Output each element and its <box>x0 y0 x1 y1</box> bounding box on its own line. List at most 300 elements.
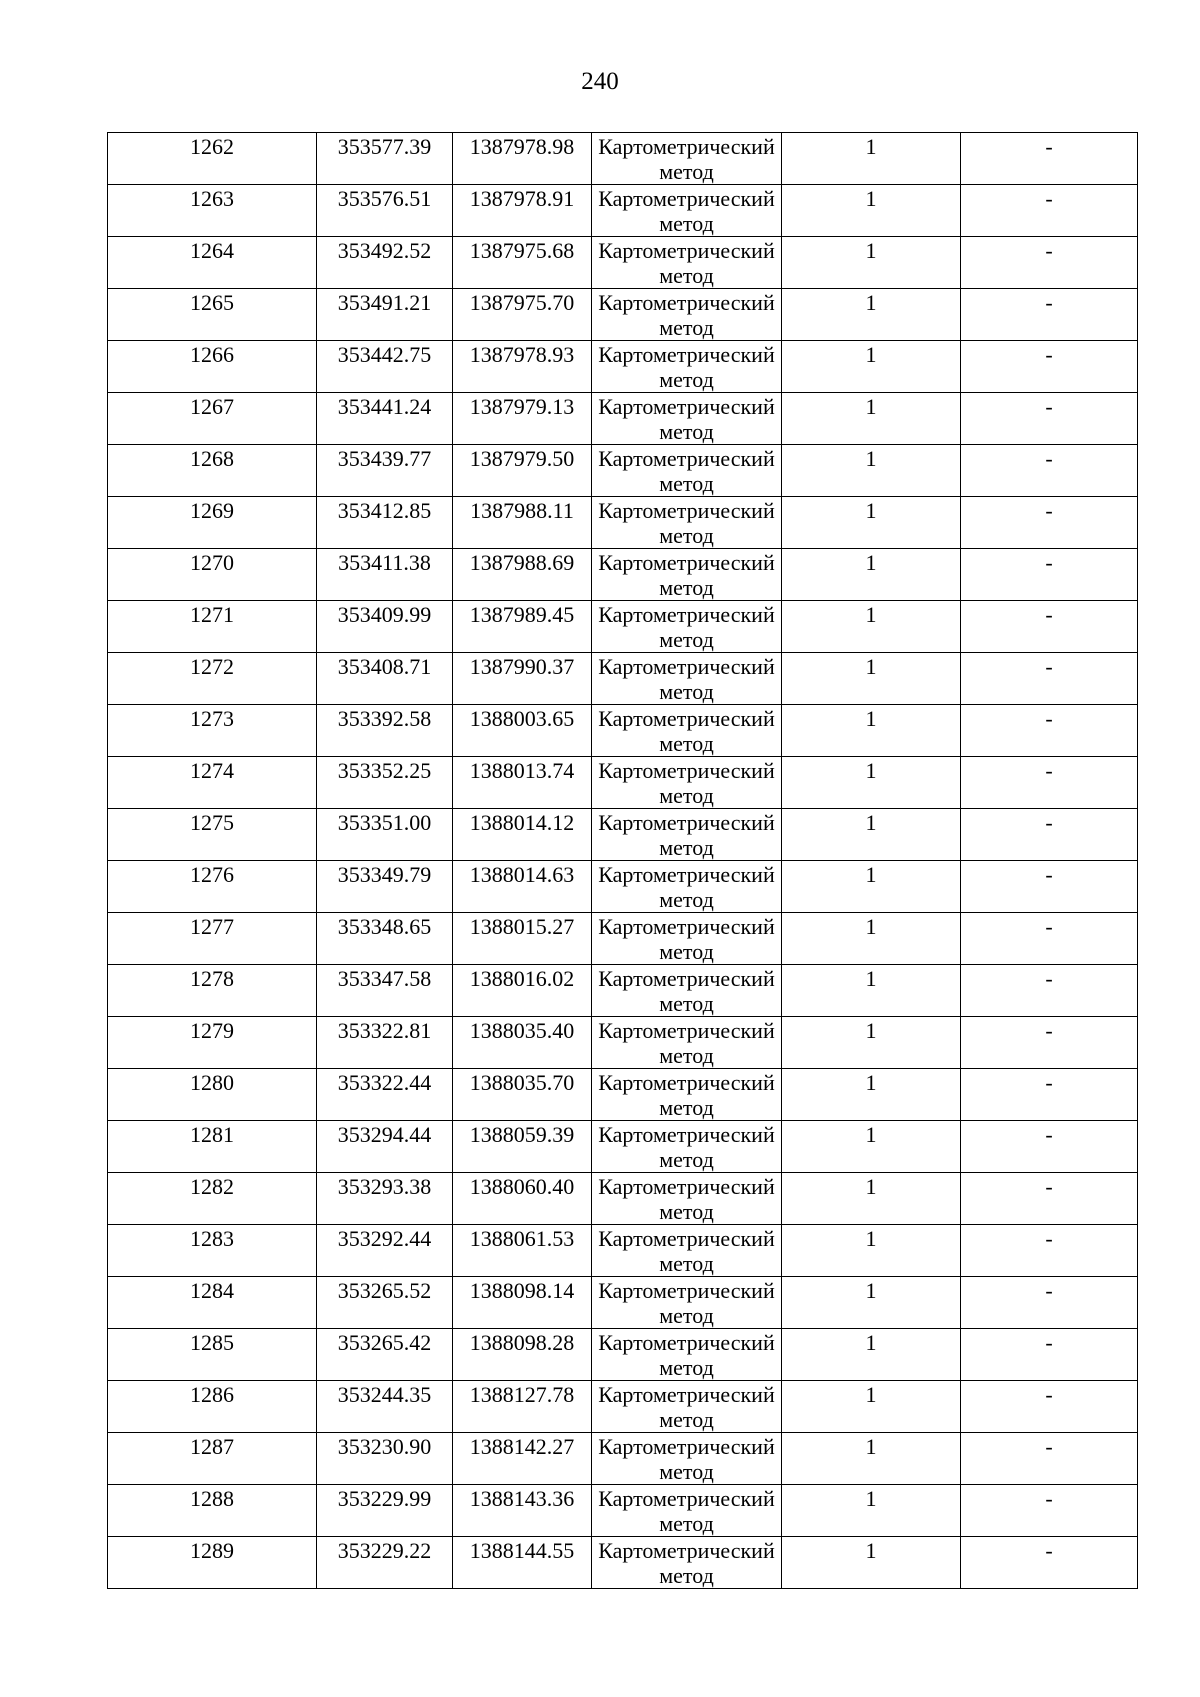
accuracy-cell-text: 1 <box>865 758 877 783</box>
y-coordinate-cell-text: 1388142.27 <box>469 1434 575 1459</box>
x-coordinate-cell <box>317 133 453 185</box>
table-row <box>108 1381 1138 1433</box>
x-coordinate-cell <box>317 653 453 705</box>
accuracy-cell <box>782 549 961 601</box>
x-coordinate-cell <box>317 809 453 861</box>
accuracy-cell-text: 1 <box>865 1122 877 1147</box>
accuracy-cell-text: 1 <box>865 654 877 679</box>
x-coordinate-cell <box>317 289 453 341</box>
point-number-cell-text: 1270 <box>190 550 234 575</box>
table-row <box>108 133 1138 185</box>
y-coordinate-cell <box>453 1485 592 1537</box>
y-coordinate-cell <box>453 653 592 705</box>
x-coordinate-cell <box>317 341 453 393</box>
y-coordinate-cell-text: 1388014.12 <box>469 810 575 835</box>
x-coordinate-cell-text: 353229.99 <box>337 1486 432 1511</box>
note-cell <box>961 705 1138 757</box>
point-number-cell <box>108 237 317 289</box>
note-cell-text: - <box>1045 1018 1053 1043</box>
x-coordinate-cell <box>317 1485 453 1537</box>
x-coordinate-cell-text: 353408.71 <box>337 654 432 679</box>
method-cell <box>592 289 782 341</box>
y-coordinate-cell-text: 1387978.98 <box>469 134 575 159</box>
table-row <box>108 1017 1138 1069</box>
table-row <box>108 1069 1138 1121</box>
method-cell-text: Картометрический метод <box>598 550 775 600</box>
table-row <box>108 445 1138 497</box>
accuracy-cell <box>782 1329 961 1381</box>
y-coordinate-cell <box>453 237 592 289</box>
method-cell-text: Картометрический метод <box>598 862 775 912</box>
accuracy-cell-text: 1 <box>865 446 877 471</box>
method-cell-text: Картометрический метод <box>598 134 775 184</box>
method-cell <box>592 1173 782 1225</box>
y-coordinate-cell <box>453 1433 592 1485</box>
x-coordinate-cell-text: 353265.52 <box>337 1278 432 1303</box>
y-coordinate-cell-text: 1388003.65 <box>469 706 575 731</box>
point-number-cell <box>108 1381 317 1433</box>
y-coordinate-cell <box>453 1017 592 1069</box>
y-coordinate-cell <box>453 913 592 965</box>
point-number-cell-text: 1284 <box>190 1278 234 1303</box>
method-cell-text: Картометрический метод <box>598 810 775 860</box>
y-coordinate-cell-text: 1388059.39 <box>469 1122 575 1147</box>
y-coordinate-cell-text: 1388060.40 <box>469 1174 575 1199</box>
method-cell <box>592 497 782 549</box>
table-row <box>108 237 1138 289</box>
note-cell-text: - <box>1045 238 1053 263</box>
y-coordinate-cell-text: 1388098.14 <box>469 1278 575 1303</box>
accuracy-cell <box>782 757 961 809</box>
note-cell-text: - <box>1045 1486 1053 1511</box>
x-coordinate-cell <box>317 705 453 757</box>
x-coordinate-cell-text: 353491.21 <box>337 290 432 315</box>
accuracy-cell <box>782 185 961 237</box>
accuracy-cell <box>782 1277 961 1329</box>
y-coordinate-cell <box>453 1121 592 1173</box>
method-cell-text: Картометрический метод <box>598 342 775 392</box>
point-number-cell <box>108 497 317 549</box>
x-coordinate-cell-text: 353577.39 <box>337 134 432 159</box>
x-coordinate-cell <box>317 445 453 497</box>
accuracy-cell <box>782 237 961 289</box>
point-number-cell <box>108 1537 317 1589</box>
accuracy-cell <box>782 393 961 445</box>
note-cell-text: - <box>1045 1226 1053 1251</box>
note-cell-text: - <box>1045 966 1053 991</box>
accuracy-cell <box>782 1069 961 1121</box>
accuracy-cell <box>782 133 961 185</box>
note-cell <box>961 1121 1138 1173</box>
point-number-cell-text: 1267 <box>190 394 234 419</box>
point-number-cell <box>108 1433 317 1485</box>
accuracy-cell-text: 1 <box>865 1278 877 1303</box>
y-coordinate-cell-text: 1388014.63 <box>469 862 575 887</box>
point-number-cell-text: 1281 <box>190 1122 234 1147</box>
x-coordinate-cell <box>317 1225 453 1277</box>
y-coordinate-cell-text: 1388013.74 <box>469 758 575 783</box>
method-cell <box>592 237 782 289</box>
accuracy-cell-text: 1 <box>865 1486 877 1511</box>
table-row <box>108 185 1138 237</box>
accuracy-cell-text: 1 <box>865 1226 877 1251</box>
method-cell <box>592 1381 782 1433</box>
point-number-cell-text: 1268 <box>190 446 234 471</box>
point-number-cell-text: 1286 <box>190 1382 234 1407</box>
accuracy-cell-text: 1 <box>865 1434 877 1459</box>
table-row <box>108 1277 1138 1329</box>
coordinates-table <box>107 132 1138 1589</box>
method-cell <box>592 913 782 965</box>
method-cell-text: Картометрический метод <box>598 1330 775 1380</box>
point-number-cell <box>108 757 317 809</box>
point-number-cell-text: 1283 <box>190 1226 234 1251</box>
y-coordinate-cell <box>453 601 592 653</box>
method-cell-text: Картометрический метод <box>598 1538 775 1588</box>
note-cell-text: - <box>1045 1278 1053 1303</box>
table-row <box>108 913 1138 965</box>
note-cell-text: - <box>1045 498 1053 523</box>
x-coordinate-cell <box>317 237 453 289</box>
y-coordinate-cell-text: 1387975.70 <box>469 290 575 315</box>
y-coordinate-cell-text: 1388144.55 <box>469 1538 575 1563</box>
x-coordinate-cell <box>317 965 453 1017</box>
table-body <box>108 133 1138 1589</box>
table-row <box>108 1173 1138 1225</box>
y-coordinate-cell <box>453 1173 592 1225</box>
x-coordinate-cell <box>317 1381 453 1433</box>
note-cell <box>961 1329 1138 1381</box>
note-cell-text: - <box>1045 446 1053 471</box>
table-row <box>108 549 1138 601</box>
point-number-cell-text: 1288 <box>190 1486 234 1511</box>
x-coordinate-cell-text: 353352.25 <box>337 758 432 783</box>
method-cell-text: Картометрический метод <box>598 238 775 288</box>
point-number-cell-text: 1262 <box>190 134 234 159</box>
note-cell-text: - <box>1045 1538 1053 1563</box>
note-cell <box>961 809 1138 861</box>
x-coordinate-cell-text: 353442.75 <box>337 342 432 367</box>
note-cell <box>961 1433 1138 1485</box>
note-cell <box>961 913 1138 965</box>
point-number-cell-text: 1282 <box>190 1174 234 1199</box>
accuracy-cell-text: 1 <box>865 1174 877 1199</box>
x-coordinate-cell-text: 353229.22 <box>337 1538 432 1563</box>
table-row <box>108 1537 1138 1589</box>
method-cell-text: Картометрический метод <box>598 394 775 444</box>
table-row <box>108 341 1138 393</box>
accuracy-cell-text: 1 <box>865 342 877 367</box>
point-number-cell <box>108 393 317 445</box>
method-cell <box>592 1433 782 1485</box>
point-number-cell-text: 1278 <box>190 966 234 991</box>
x-coordinate-cell-text: 353244.35 <box>337 1382 432 1407</box>
point-number-cell <box>108 1277 317 1329</box>
note-cell <box>961 289 1138 341</box>
method-cell <box>592 809 782 861</box>
y-coordinate-cell <box>453 757 592 809</box>
note-cell-text: - <box>1045 758 1053 783</box>
note-cell <box>961 1069 1138 1121</box>
method-cell <box>592 1225 782 1277</box>
point-number-cell <box>108 965 317 1017</box>
accuracy-cell <box>782 913 961 965</box>
x-coordinate-cell-text: 353409.99 <box>337 602 432 627</box>
x-coordinate-cell-text: 353411.38 <box>338 550 431 575</box>
x-coordinate-cell-text: 353412.85 <box>337 498 432 523</box>
point-number-cell <box>108 861 317 913</box>
x-coordinate-cell-text: 353322.81 <box>337 1018 432 1043</box>
accuracy-cell-text: 1 <box>865 1538 877 1563</box>
point-number-cell <box>108 549 317 601</box>
accuracy-cell-text: 1 <box>865 238 877 263</box>
note-cell <box>961 1017 1138 1069</box>
point-number-cell <box>108 185 317 237</box>
accuracy-cell <box>782 861 961 913</box>
accuracy-cell <box>782 653 961 705</box>
method-cell-text: Картометрический метод <box>598 1278 775 1328</box>
y-coordinate-cell <box>453 809 592 861</box>
accuracy-cell-text: 1 <box>865 914 877 939</box>
method-cell <box>592 549 782 601</box>
method-cell <box>592 757 782 809</box>
method-cell <box>592 1121 782 1173</box>
y-coordinate-cell <box>453 445 592 497</box>
y-coordinate-cell-text: 1388143.36 <box>469 1486 575 1511</box>
x-coordinate-cell-text: 353293.38 <box>337 1174 432 1199</box>
x-coordinate-cell <box>317 1433 453 1485</box>
y-coordinate-cell <box>453 1277 592 1329</box>
note-cell <box>961 549 1138 601</box>
point-number-cell-text: 1277 <box>190 914 234 939</box>
method-cell <box>592 1017 782 1069</box>
y-coordinate-cell-text: 1387988.11 <box>470 498 574 523</box>
point-number-cell <box>108 1173 317 1225</box>
y-coordinate-cell-text: 1387989.45 <box>469 602 575 627</box>
method-cell-text: Картометрический метод <box>598 602 775 652</box>
note-cell <box>961 1173 1138 1225</box>
x-coordinate-cell <box>317 861 453 913</box>
x-coordinate-cell <box>317 549 453 601</box>
y-coordinate-cell-text: 1387978.91 <box>469 186 575 211</box>
y-coordinate-cell <box>453 133 592 185</box>
note-cell <box>961 133 1138 185</box>
y-coordinate-cell-text: 1388035.70 <box>469 1070 575 1095</box>
accuracy-cell-text: 1 <box>865 186 877 211</box>
method-cell-text: Картометрический метод <box>598 186 775 236</box>
note-cell-text: - <box>1045 810 1053 835</box>
note-cell <box>961 965 1138 1017</box>
x-coordinate-cell <box>317 393 453 445</box>
method-cell-text: Картометрический метод <box>598 498 775 548</box>
point-number-cell-text: 1279 <box>190 1018 234 1043</box>
table-row <box>108 705 1138 757</box>
x-coordinate-cell <box>317 1537 453 1589</box>
point-number-cell-text: 1275 <box>190 810 234 835</box>
x-coordinate-cell-text: 353347.58 <box>337 966 432 991</box>
y-coordinate-cell <box>453 549 592 601</box>
y-coordinate-cell <box>453 289 592 341</box>
point-number-cell <box>108 1121 317 1173</box>
table-row <box>108 653 1138 705</box>
note-cell-text: - <box>1045 862 1053 887</box>
point-number-cell-text: 1264 <box>190 238 234 263</box>
accuracy-cell-text: 1 <box>865 1070 877 1095</box>
method-cell-text: Картометрический метод <box>598 1122 775 1172</box>
note-cell-text: - <box>1045 290 1053 315</box>
note-cell <box>961 1485 1138 1537</box>
point-number-cell <box>108 1485 317 1537</box>
method-cell-text: Картометрический метод <box>598 654 775 704</box>
y-coordinate-cell <box>453 1381 592 1433</box>
note-cell-text: - <box>1045 1330 1053 1355</box>
y-coordinate-cell-text: 1388015.27 <box>469 914 575 939</box>
note-cell <box>961 393 1138 445</box>
accuracy-cell <box>782 1017 961 1069</box>
point-number-cell <box>108 809 317 861</box>
point-number-cell <box>108 705 317 757</box>
method-cell-text: Картометрический метод <box>598 1486 775 1536</box>
y-coordinate-cell <box>453 1329 592 1381</box>
point-number-cell <box>108 1329 317 1381</box>
point-number-cell-text: 1289 <box>190 1538 234 1563</box>
y-coordinate-cell <box>453 861 592 913</box>
point-number-cell-text: 1280 <box>190 1070 234 1095</box>
method-cell-text: Картометрический метод <box>598 758 775 808</box>
x-coordinate-cell-text: 353348.65 <box>337 914 432 939</box>
point-number-cell-text: 1285 <box>190 1330 234 1355</box>
point-number-cell <box>108 913 317 965</box>
point-number-cell-text: 1266 <box>190 342 234 367</box>
accuracy-cell <box>782 1173 961 1225</box>
x-coordinate-cell-text: 353349.79 <box>337 862 432 887</box>
method-cell-text: Картометрический метод <box>598 966 775 1016</box>
note-cell <box>961 237 1138 289</box>
note-cell <box>961 601 1138 653</box>
y-coordinate-cell-text: 1388127.78 <box>469 1382 575 1407</box>
method-cell-text: Картометрический метод <box>598 1382 775 1432</box>
method-cell <box>592 341 782 393</box>
note-cell-text: - <box>1045 186 1053 211</box>
accuracy-cell-text: 1 <box>865 706 877 731</box>
accuracy-cell-text: 1 <box>865 498 877 523</box>
method-cell-text: Картометрический метод <box>598 706 775 756</box>
y-coordinate-cell-text: 1387975.68 <box>469 238 575 263</box>
point-number-cell <box>108 601 317 653</box>
method-cell-text: Картометрический метод <box>598 1434 775 1484</box>
note-cell-text: - <box>1045 602 1053 627</box>
note-cell <box>961 445 1138 497</box>
method-cell <box>592 705 782 757</box>
x-coordinate-cell <box>317 497 453 549</box>
y-coordinate-cell <box>453 1225 592 1277</box>
note-cell-text: - <box>1045 914 1053 939</box>
method-cell-text: Картометрический метод <box>598 290 775 340</box>
y-coordinate-cell-text: 1388035.40 <box>469 1018 575 1043</box>
method-cell <box>592 445 782 497</box>
note-cell <box>961 497 1138 549</box>
note-cell-text: - <box>1045 1174 1053 1199</box>
method-cell-text: Картометрический метод <box>598 446 775 496</box>
point-number-cell <box>108 1017 317 1069</box>
method-cell-text: Картометрический метод <box>598 914 775 964</box>
table-row <box>108 809 1138 861</box>
x-coordinate-cell <box>317 913 453 965</box>
accuracy-cell-text: 1 <box>865 602 877 627</box>
y-coordinate-cell <box>453 341 592 393</box>
table-row <box>108 601 1138 653</box>
note-cell <box>961 861 1138 913</box>
accuracy-cell <box>782 1121 961 1173</box>
y-coordinate-cell <box>453 705 592 757</box>
point-number-cell-text: 1276 <box>190 862 234 887</box>
accuracy-cell <box>782 1381 961 1433</box>
y-coordinate-cell-text: 1387979.50 <box>469 446 575 471</box>
accuracy-cell <box>782 705 961 757</box>
accuracy-cell <box>782 809 961 861</box>
accuracy-cell-text: 1 <box>865 394 877 419</box>
y-coordinate-cell-text: 1388016.02 <box>469 966 575 991</box>
x-coordinate-cell <box>317 1173 453 1225</box>
y-coordinate-cell <box>453 497 592 549</box>
method-cell <box>592 653 782 705</box>
method-cell <box>592 393 782 445</box>
method-cell <box>592 1277 782 1329</box>
method-cell <box>592 1485 782 1537</box>
y-coordinate-cell <box>453 185 592 237</box>
x-coordinate-cell <box>317 601 453 653</box>
note-cell-text: - <box>1045 654 1053 679</box>
x-coordinate-cell-text: 353265.42 <box>337 1330 432 1355</box>
table-row <box>108 497 1138 549</box>
accuracy-cell-text: 1 <box>865 1330 877 1355</box>
y-coordinate-cell-text: 1387988.69 <box>469 550 575 575</box>
x-coordinate-cell <box>317 1329 453 1381</box>
note-cell-text: - <box>1045 394 1053 419</box>
accuracy-cell-text: 1 <box>865 1382 877 1407</box>
y-coordinate-cell-text: 1387978.93 <box>469 342 575 367</box>
accuracy-cell-text: 1 <box>865 134 877 159</box>
y-coordinate-cell-text: 1388098.28 <box>469 1330 575 1355</box>
method-cell <box>592 1537 782 1589</box>
point-number-cell-text: 1265 <box>190 290 234 315</box>
method-cell <box>592 1329 782 1381</box>
point-number-cell-text: 1269 <box>190 498 234 523</box>
y-coordinate-cell <box>453 965 592 1017</box>
x-coordinate-cell-text: 353492.52 <box>337 238 432 263</box>
x-coordinate-cell-text: 353441.24 <box>337 394 432 419</box>
note-cell-text: - <box>1045 1122 1053 1147</box>
page-number: 240 <box>581 68 619 95</box>
accuracy-cell <box>782 1433 961 1485</box>
accuracy-cell-text: 1 <box>865 862 877 887</box>
point-number-cell-text: 1273 <box>190 706 234 731</box>
note-cell-text: - <box>1045 1070 1053 1095</box>
y-coordinate-cell-text: 1388061.53 <box>469 1226 575 1251</box>
accuracy-cell-text: 1 <box>865 810 877 835</box>
accuracy-cell-text: 1 <box>865 1018 877 1043</box>
point-number-cell-text: 1274 <box>190 758 234 783</box>
x-coordinate-cell <box>317 1017 453 1069</box>
y-coordinate-cell <box>453 1069 592 1121</box>
x-coordinate-cell-text: 353439.77 <box>337 446 432 471</box>
method-cell <box>592 601 782 653</box>
y-coordinate-cell-text: 1387979.13 <box>469 394 575 419</box>
point-number-cell <box>108 341 317 393</box>
note-cell <box>961 185 1138 237</box>
method-cell-text: Картометрический метод <box>598 1226 775 1276</box>
table-row <box>108 965 1138 1017</box>
